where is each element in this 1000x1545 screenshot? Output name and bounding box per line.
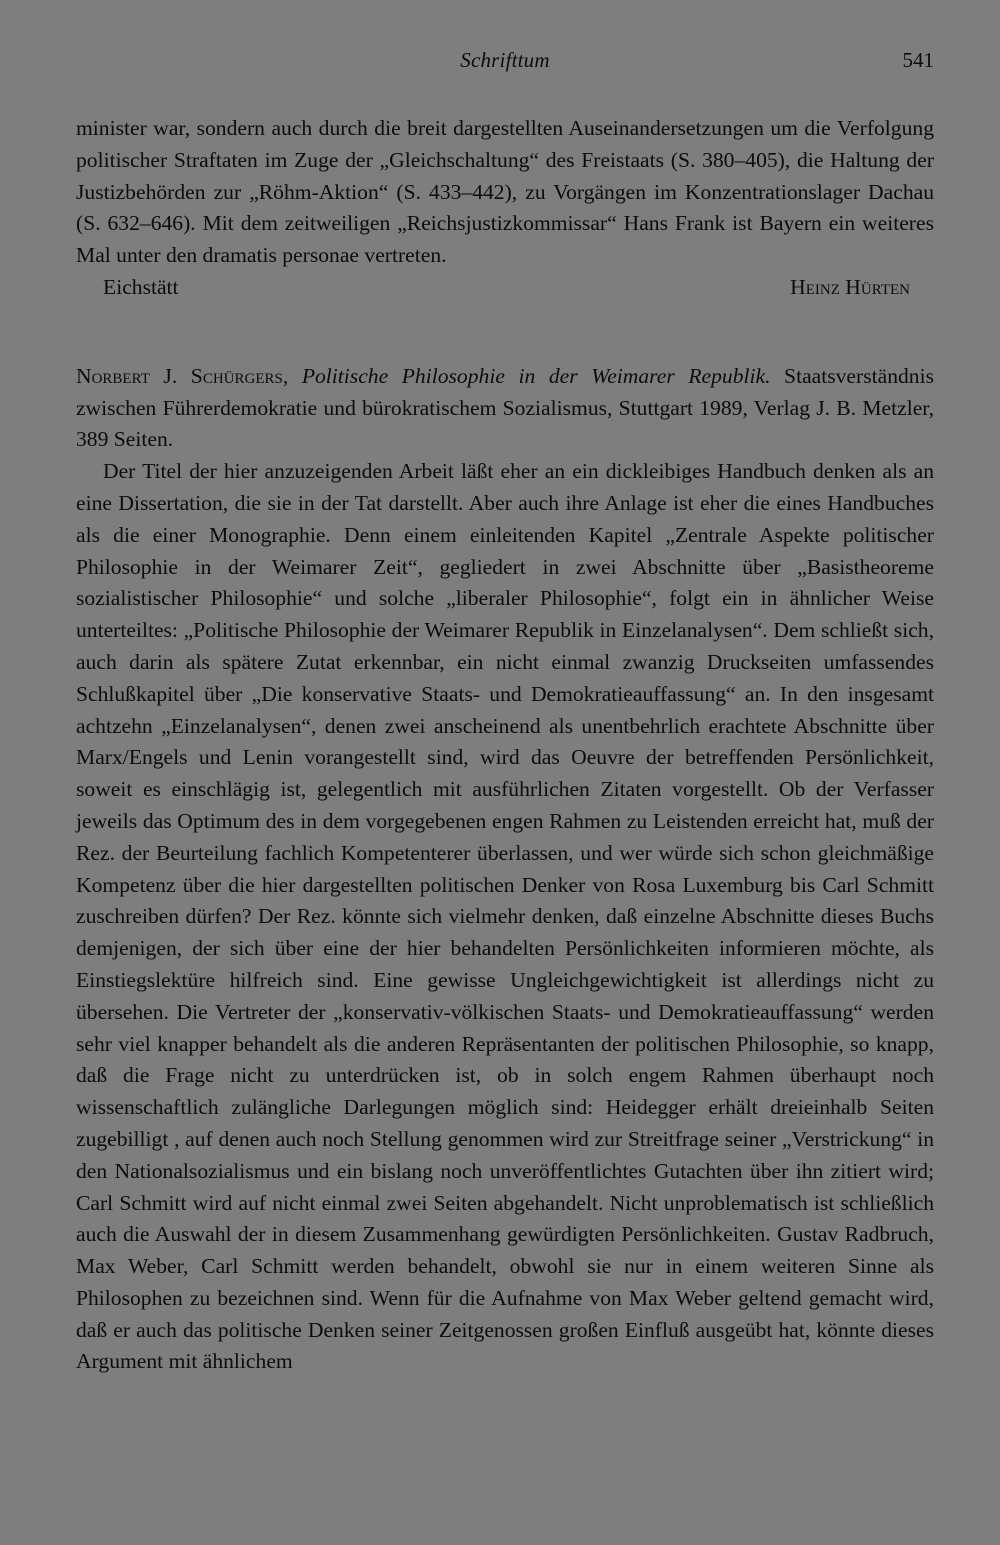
- review-2-citation: [76, 361, 934, 456]
- running-head: [76, 48, 934, 76]
- review-2-book-title: Politische Philosophie in der Weimarer Republik.: [301, 363, 771, 388]
- running-title: Schrifttum: [460, 48, 550, 72]
- review-2-author: Norbert J. Schürgers: [76, 363, 283, 388]
- review-1-reviewer: Heinz Hürten: [790, 274, 910, 299]
- review-2-body: Der Titel der hier anzuzeigenden Arbeit läßt eher an ein dickleibiges Handbuch denken als an eine Dissertation, die sie in der Tat darstellt. Aber auch ihre Anlage ist eher die eines Handbuches als die einer Monographie. Denn einem einleitenden Kapitel „Zentrale Aspekte politischer Philosophie in der Weimarer Zeit“, gegliedert in zwei Abschnitte über „Basistheoreme sozialistischer Philosophie“ und solche „liberaler Philosophie“, folgt ein in ähnlicher Weise unterteiltes: „Politische Philosophie der Weimarer Republik in Einzelanalysen“. Dem schließt sich, auch darin als spätere Zutat erkennbar, ein nicht einmal zwanzig Druckseiten umfassendes Schlußkapitel über „Die konservative Staats- und Demokratieauffassung“ an. In den insgesamt achtzehn „Einzelanalysen“, denen zwei anscheinend als unentbehrlich erachtete Abschnitte über Marx/Engels und Lenin vorangestellt sind, wird das Oeuvre der betreffenden Persönlichkeit, soweit es einschlägig ist, gelegentlich mit ausführlichen Zitaten vorgestellt. Ob der Verfasser jeweils das Optimum des in dem vorgegebenen engen Rahmen zu Leistenden erreicht hat, muß der Rez. der Beurteilung fachlich Kompetenterer überlassen, und wer würde sich schon gleichmäßige Kompetenz über die hier dargestellten politischen Denker von Rosa Luxemburg bis Carl Schmitt zuschreiben dürfen? Der Rez. könnte sich vielmehr denken, daß einzelne Abschnitte dieses Buchs demjenigen, der sich über eine der hier behandelten Persönlichkeiten informieren möchte, als Einstiegslektüre hilfreich sind. Eine gewisse Ungleichgewichtigkeit ist allerdings nicht zu übersehen. Die Vertreter der „konservativ-völkischen Staats- und Demokratieauffassung“ werden sehr viel knapper behandelt als die anderen Repräsentanten der politischen Philosophie, so knapp, daß die Frage nicht zu unterdrücken ist, ob in solch engem Rahmen überhaupt noch wissenschaftlich zulängliche Darlegungen möglich sind: Heidegger erhält dreieinhalb Seiten zugebilligt , auf denen auch noch Stellung genommen wird zur Streitfrage seiner „Verstrickung“ in den Nationalsozialismus und ein bislang noch unveröffentlichtes Gutachten über ihn zitiert wird; Carl Schmitt wird auf nicht einmal zwei Seiten abgehandelt. Nicht unproblematisch ist schließlich auch die Auswahl der in diesem Zusammenhang gewürdigten Persönlichkeiten. Gustav Radbruch, Max Weber, Carl Schmitt werden behandelt, obwohl sie nur in einem weiteren Sinne als Philosophen zu bezeichnen sind. Wenn für die Aufnahme von Max Weber geltend gemacht wird, daß er auch das politische Denken seiner Zeitgenossen großen Einfluß ausgeübt hat, könnte dieses Argument mit ähnlichem: [76, 459, 934, 1374]
- section-gap: [76, 304, 934, 361]
- review-1-signature: [76, 272, 934, 304]
- review-1-text: minister war, sondern auch durch die breit dargestellten Auseinandersetzungen um die Verfolgung politischer Straftaten im Zuge der „Gleichschaltung“ des Freistaats (S. 380–405), die Haltung der Justizbehörden zur „Röhm-Aktion“ (S. 433–442), zu Vorgängen im Konzentrationslager Dachau (S. 632–646). Mit dem zeitweiligen „Reichsjustizkommissar“ Hans Frank ist Bayern ein weiteres Mal unter den dramatis personae vertreten.: [76, 116, 934, 268]
- review-1-place: Eichstätt: [103, 274, 179, 299]
- review-2-author-separator: ,: [282, 363, 302, 388]
- text-block: [76, 113, 934, 1378]
- review-2-bibliography: Staatsverständnis zwischen Führerdemokratie und bürokratischem Sozialismus, Stuttgart 1989, Verlag J. B. Metzler, 389 Seiten.: [76, 363, 934, 452]
- page-number: 541: [902, 48, 934, 72]
